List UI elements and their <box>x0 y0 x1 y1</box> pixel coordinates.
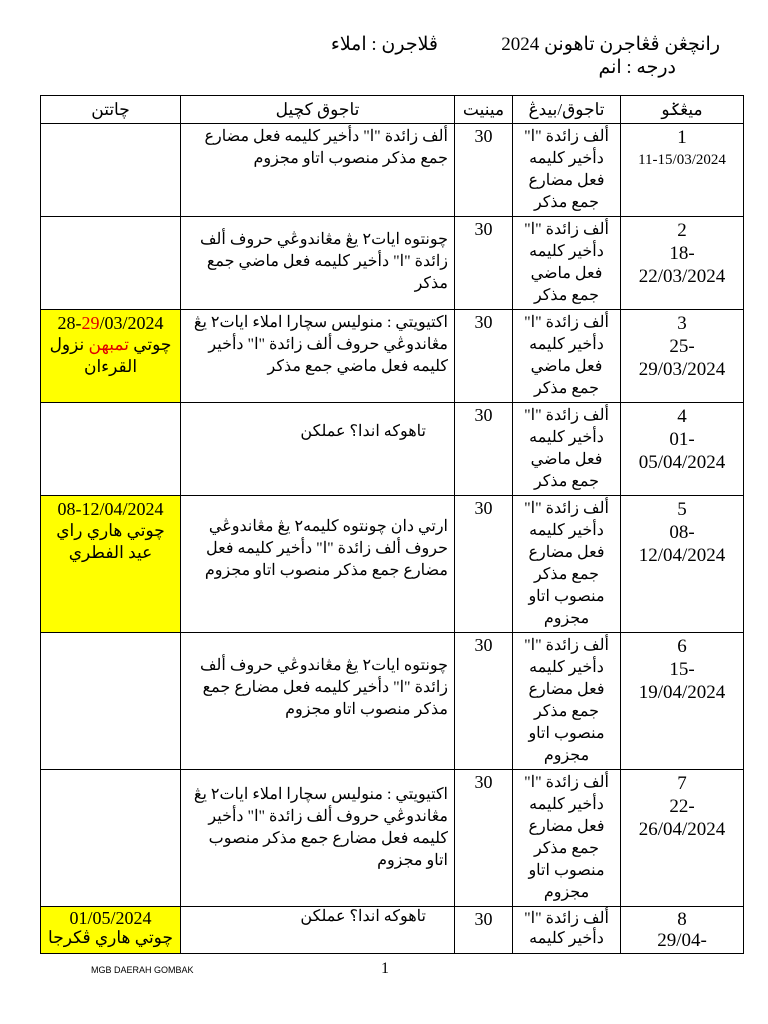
week-dates: 11-15/03/2024 <box>638 152 726 168</box>
week-number: 2 <box>677 220 687 241</box>
week-dates: 01-05/04/2024 <box>638 429 726 473</box>
week-dates: 25-29/03/2024 <box>638 336 726 380</box>
week-number: 4 <box>677 406 687 427</box>
table-row <box>41 217 744 310</box>
note-text-red: تمبهن <box>88 335 129 354</box>
topic-cell: ألف زائدة "ا" دأخير كليمه فعل مضارع جمع مذكر <box>513 124 621 217</box>
notes-cell <box>41 124 181 217</box>
topic-cell: ألف زائدة "ا" دأخير كليمه فعل ماضي جمع مذكر <box>513 217 621 310</box>
subtopic-cell: تاهوكه اندا؟ عملكن <box>181 907 455 954</box>
note-date <box>47 312 174 334</box>
week-dates: 15-19/04/2024 <box>638 659 726 703</box>
subtopic-cell: اكتيويتي : منوليس سچارا املاء ايات٢ يڠ مڠاندوڠي حروف ألف زائدة "ا" دأخير كليمه فعل مضارع جمع مذكر منصوب اتاو مجزوم <box>181 770 455 907</box>
topic-cell: ألف زائدة "ا" دأخير كليمه فعل ماضي جمع مذكر <box>513 403 621 496</box>
week-number: 8 <box>677 909 687 930</box>
table-row <box>41 310 744 403</box>
week-dates: 29/04- <box>657 930 707 951</box>
note-date-part: 28- <box>57 313 82 333</box>
week-dates: 08-12/04/2024 <box>638 522 726 566</box>
week-number: 5 <box>677 499 687 520</box>
week-cell <box>621 770 744 907</box>
topic-cell: ألف زائدة "ا" دأخير كليمه فعل مضارع جمع مذكر منصوب اتاو مجزوم <box>513 770 621 907</box>
header-notes: چاتتن <box>41 96 181 124</box>
topic-cell: ألف زائدة "ا" دأخير كليمه <box>513 907 621 954</box>
table-header-row <box>41 96 744 124</box>
note-date-red: 29 <box>81 313 100 333</box>
notes-cell-highlighted <box>41 907 181 954</box>
minutes-cell: 30 <box>455 633 513 770</box>
week-cell <box>621 124 744 217</box>
footer-organization: MGB DAERAH GOMBAK <box>91 965 194 975</box>
subtopic-cell: تاهوكه اندا؟ عملكن <box>181 403 455 496</box>
table-row <box>41 124 744 217</box>
note-text: چوتي هاري راي عيد الفطري <box>56 521 165 562</box>
minutes-cell: 30 <box>455 403 513 496</box>
week-cell <box>621 310 744 403</box>
topic-cell: ألف زائدة "ا" دأخير كليمه فعل ماضي جمع مذكر <box>513 310 621 403</box>
week-dates: 18-22/03/2024 <box>638 243 726 287</box>
minutes-cell: 30 <box>455 907 513 954</box>
note-date: 08-12/04/2024 <box>57 499 164 519</box>
notes-cell <box>41 403 181 496</box>
notes-cell-highlighted <box>41 310 181 403</box>
table-row <box>41 633 744 770</box>
header-minutes: مينيت <box>455 96 513 124</box>
header-topic: تاجوق/بيدڠ <box>513 96 621 124</box>
subtopic-cell: ألف زائدة "ا" دأخير كليمه فعل مضارع جمع مذكر منصوب اتاو مجزوم <box>181 124 455 217</box>
subject-label: ڤلاجرن : املاء <box>330 34 438 55</box>
plan-title: رانچڠن ڤڠاجرن تاهونن 2024 <box>501 34 720 55</box>
header-week: ميڠݢو <box>621 96 744 124</box>
week-cell <box>621 403 744 496</box>
subtopic-cell: ارتي دان چونتوه كليمه٢ يڠ مڠاندوڠي حروف ألف زائدة "ا" دأخير كليمه فعل مضارع جمع مذكر منصوب اتاو مجزوم <box>181 496 455 633</box>
table-row <box>41 403 744 496</box>
note-date-part: /03/2024 <box>99 313 164 333</box>
header-subtopic: تاجوق كچيل <box>181 96 455 124</box>
minutes-cell: 30 <box>455 217 513 310</box>
minutes-cell: 30 <box>455 770 513 907</box>
minutes-cell: 30 <box>455 310 513 403</box>
week-number: 7 <box>677 773 687 794</box>
subtopic-cell: چونتوه ايات٢ يڠ مڠاندوڠي حروف ألف زائدة "ا" دأخير كليمه فعل ماضي جمع مذكر <box>181 217 455 310</box>
topic-cell: ألف زائدة "ا" دأخير كليمه فعل مضارع جمع مذكر منصوب اتاو مجزوم <box>513 633 621 770</box>
week-cell <box>621 496 744 633</box>
table-row <box>41 770 744 907</box>
subtopic-cell: چونتوه ايات٢ يڠ مڠاندوڠي حروف ألف زائدة "ا" دأخير كليمه فعل مضارع جمع مذكر منصوب اتاو مجزوم <box>181 633 455 770</box>
week-dates: 22-26/04/2024 <box>638 796 726 840</box>
note-date: 01/05/2024 <box>69 908 152 928</box>
week-cell <box>621 633 744 770</box>
week-number: 6 <box>677 636 687 657</box>
week-cell <box>621 217 744 310</box>
table-row <box>41 496 744 633</box>
lesson-plan-table <box>40 95 744 954</box>
note-text <box>50 335 172 376</box>
notes-cell <box>41 217 181 310</box>
notes-cell <box>41 770 181 907</box>
table-row <box>41 907 744 954</box>
minutes-cell: 30 <box>455 124 513 217</box>
week-number: 3 <box>677 313 687 334</box>
minutes-cell: 30 <box>455 496 513 633</box>
subtopic-cell: اكتيويتي : منوليس سچارا املاء ايات٢ يڠ مڠاندوڠي حروف ألف زائدة "ا" دأخير كليمه فعل ماضي جمع مذكر <box>181 310 455 403</box>
week-cell <box>621 907 744 954</box>
note-text: چوتي هاري ڤكرجا <box>48 928 173 947</box>
notes-cell-highlighted <box>41 496 181 633</box>
notes-cell <box>41 633 181 770</box>
class-label: درجه : انم <box>598 57 676 78</box>
note-text-part: چوتي <box>128 335 172 354</box>
note-text-part: نزول القرءان <box>49 335 138 376</box>
week-number: 1 <box>677 127 687 148</box>
page-number: 1 <box>381 960 389 977</box>
topic-cell: ألف زائدة "ا" دأخير كليمه فعل مضارع جمع مذكر منصوب اتاو مجزوم <box>513 496 621 633</box>
